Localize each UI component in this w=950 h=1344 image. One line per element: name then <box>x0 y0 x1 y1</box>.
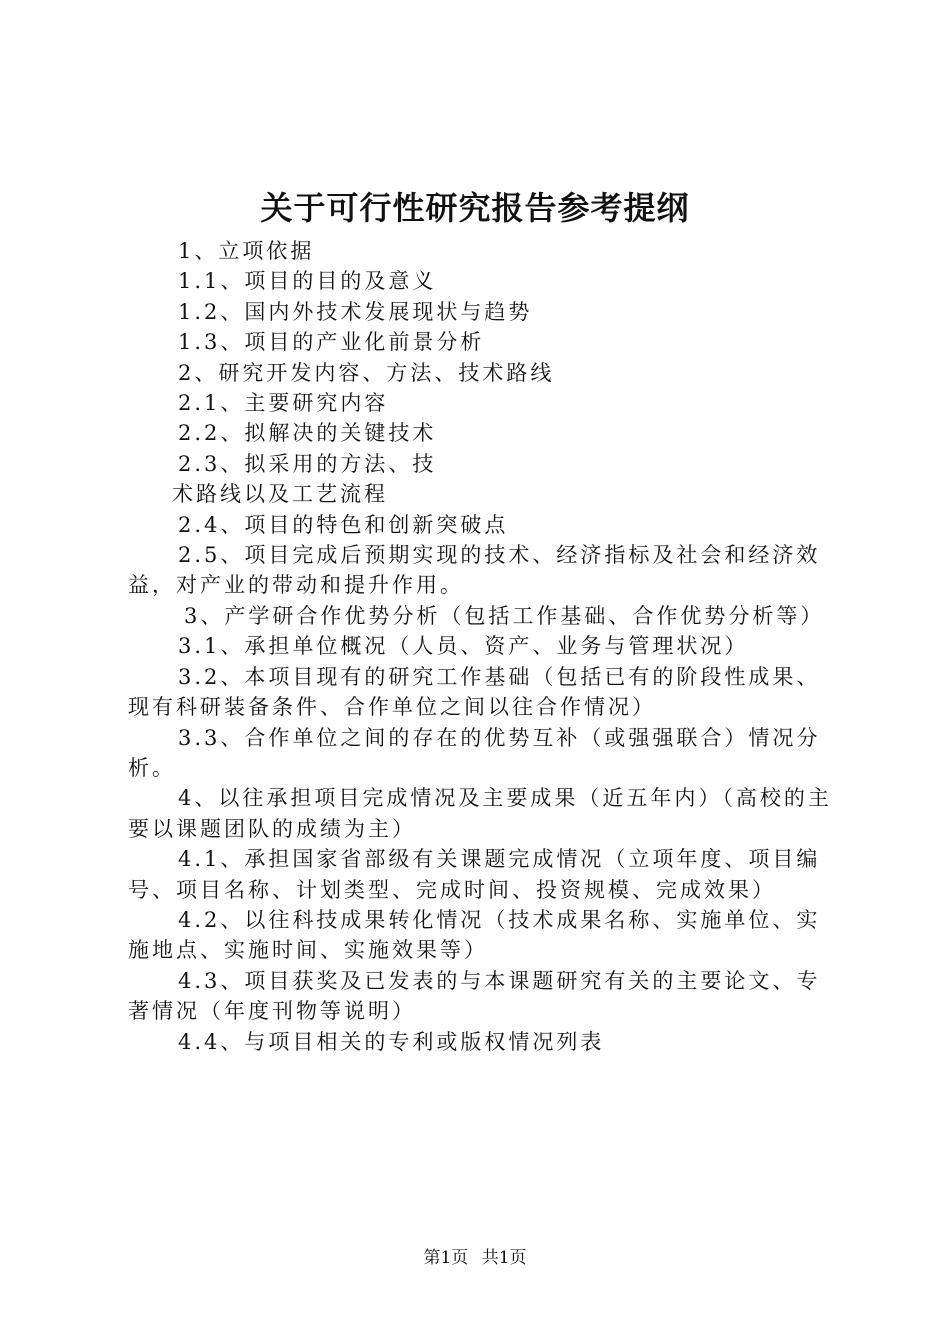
paragraph-3: 3、产学研合作优势分析（包括工作基础、合作优势分析等） <box>184 603 825 628</box>
paragraph-2-2: 2.2、拟解决的关键技术 <box>178 421 437 446</box>
page-total: 共1页 <box>481 1248 527 1268</box>
paragraph-4-4: 4.4、与项目相关的专利或版权情况列表 <box>178 1029 605 1054</box>
paragraph-1-1: 1.1、项目的目的及意义 <box>178 269 437 294</box>
paragraph-4: 4、以往承担项目完成情况及主要成果（近五年内）（高校的主要以课题团队的成绩为主） <box>128 786 832 841</box>
paragraph-2-5: 2.5、项目完成后预期实现的技术、经济指标及社会和经济效益，对产业的带动和提升作用。 <box>128 543 821 598</box>
paragraph-2: 2、研究开发内容、方法、技术路线 <box>178 360 555 385</box>
paragraph-3-1: 3.1、承担单位概况（人员、资产、业务与管理状况） <box>178 634 749 659</box>
paragraph-3-2: 3.2、本项目现有的研究工作基础（包括已有的阶段性成果、现有科研装备条件、合作单位之间以往合作情况） <box>128 664 821 720</box>
paragraph-1-3: 1.3、项目的产业化前景分析 <box>178 330 485 355</box>
paragraph-2-4: 2.4、项目的特色和创新突破点 <box>178 512 509 537</box>
paragraph-3-3: 3.3、合作单位之间的存在的优势互补（或强强联合）情况分析。 <box>128 725 821 780</box>
page-number: 第1页 <box>423 1248 469 1268</box>
document-body <box>128 236 838 1057</box>
paragraph-4-3: 4.3、项目获奖及已发表的与本课题研究有关的主要论文、专著情况（年度刊物等说明） <box>128 968 821 1024</box>
paragraph-1-2: 1.2、国内外技术发展现状与趋势 <box>178 299 533 324</box>
paragraph-2-3-continued: 术路线以及工艺流程 <box>172 482 388 507</box>
paragraph-2-1: 2.1、主要研究内容 <box>178 391 389 416</box>
document-title: 关于可行性研究报告参考提纲 <box>260 189 690 227</box>
paragraph-4-1: 4.1、承担国家省部级有关课题完成情况（立项年度、项目编号、项目名称、计划类型、完成时间、投资规模、完成效果） <box>128 847 821 902</box>
paragraph-4-2: 4.2、以往科技成果转化情况（技术成果名称、实施单位、实施地点、实施时间、实施效果等） <box>128 907 821 963</box>
page-footer <box>0 1246 950 1270</box>
paragraph-2-3: 2.3、拟采用的方法、技 <box>178 451 437 476</box>
paragraph-1: 1、立项依据 <box>178 239 315 263</box>
